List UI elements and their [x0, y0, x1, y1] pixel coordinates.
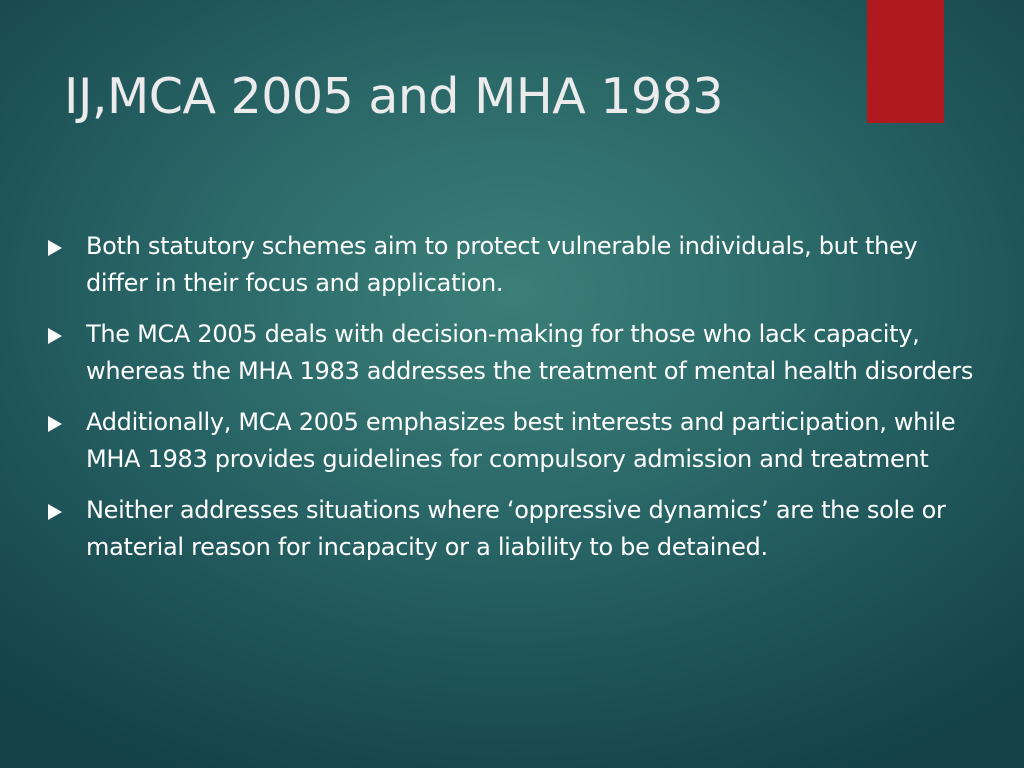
bullet-text: The MCA 2005 deals with decision-making for those who lack capacity, whereas the MHA 1983 addresses the treatment of mental health disorders	[86, 320, 974, 385]
bullet-item	[48, 316, 978, 390]
bullet-text: Additionally, MCA 2005 emphasizes best interests and participation, while MHA 1983 provides guidelines for compulsory admission and treatment	[86, 408, 956, 473]
bullet-text: Both statutory schemes aim to protect vulnerable individuals, but they differ in their focus and application.	[86, 232, 918, 297]
triangle-bullet-icon	[48, 504, 62, 520]
triangle-bullet-icon	[48, 328, 62, 344]
red-accent-bar	[867, 0, 944, 123]
slide-title: IJ,MCA 2005 and MHA 1983	[64, 68, 724, 125]
bullet-list	[48, 228, 978, 580]
bullet-item	[48, 404, 978, 478]
bullet-item	[48, 228, 978, 302]
bullet-text: Neither addresses situations where ‘oppressive dynamics’ are the sole or material reason for incapacity or a liability to be detained.	[86, 496, 946, 561]
triangle-bullet-icon	[48, 240, 62, 256]
triangle-bullet-icon	[48, 416, 62, 432]
bullet-item	[48, 492, 978, 566]
